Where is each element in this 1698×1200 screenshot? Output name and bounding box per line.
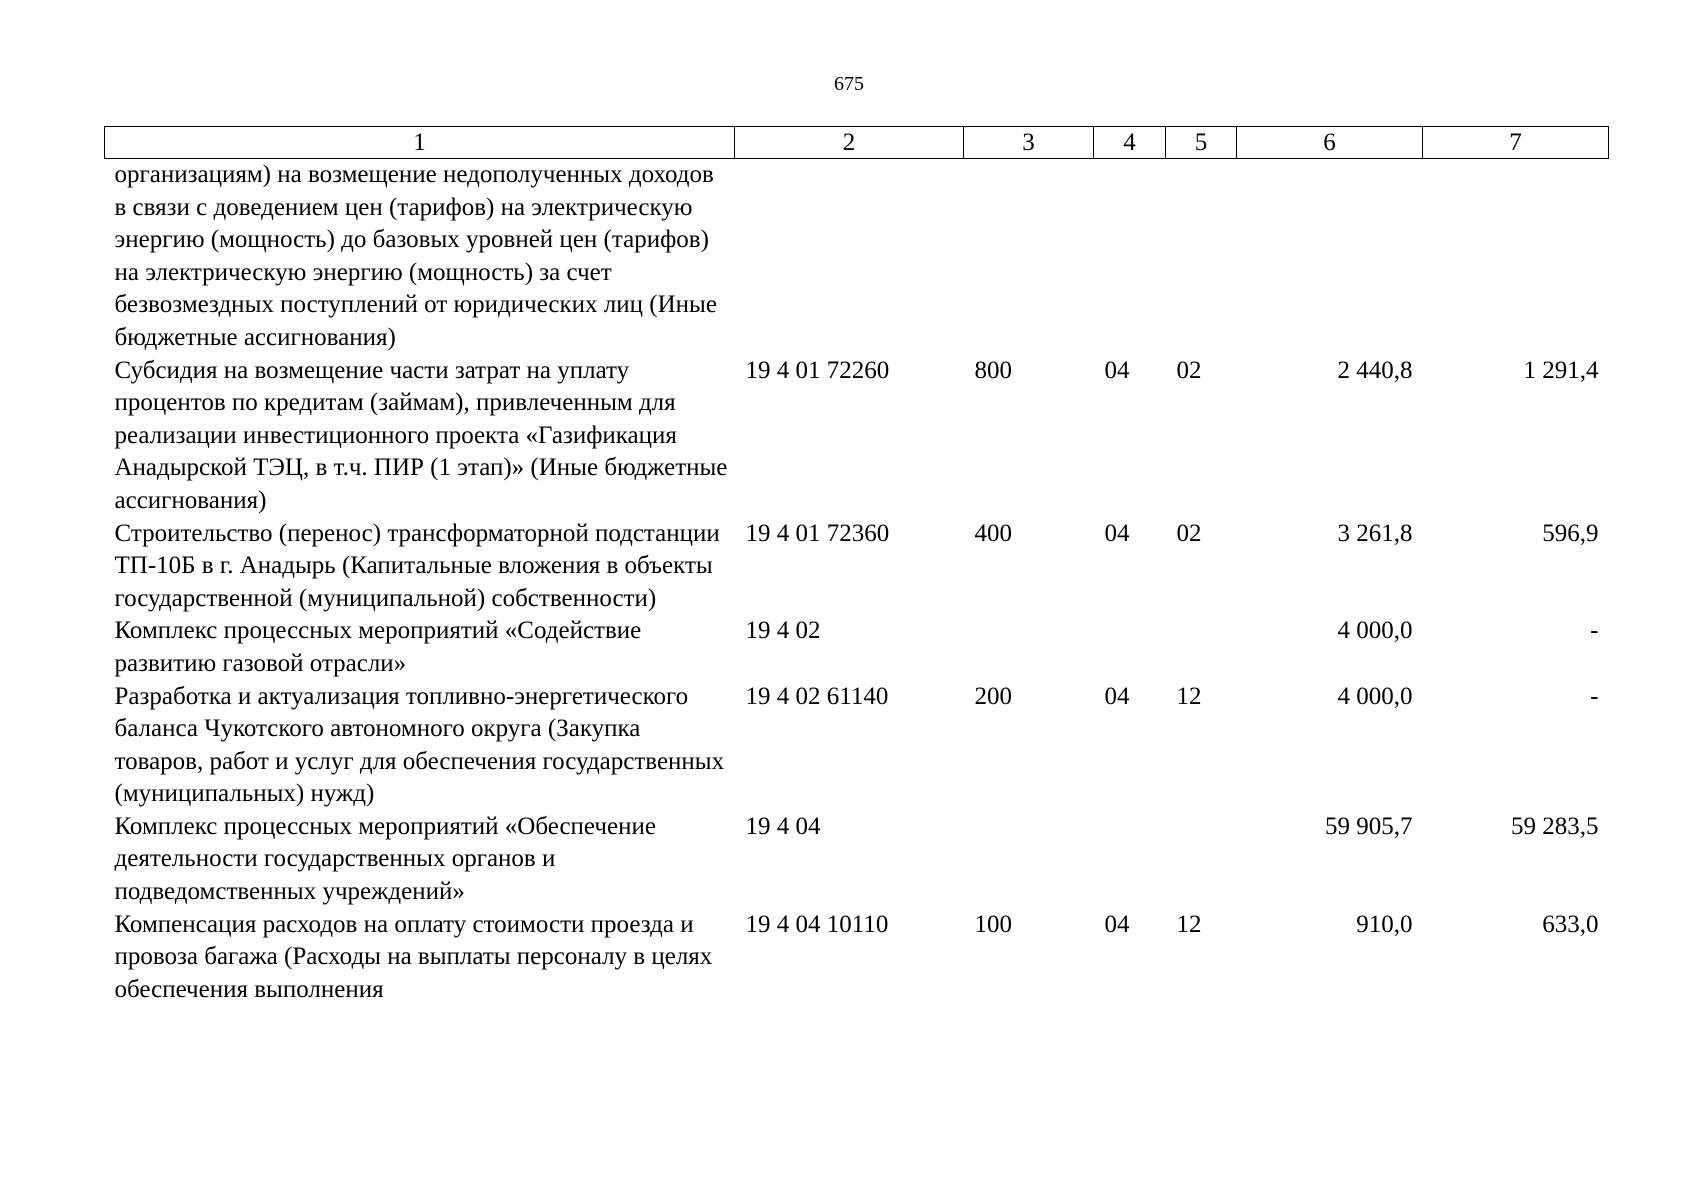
row-subsection [1166,811,1237,909]
row-section [1094,159,1166,355]
row-subsection: 02 [1176,519,1202,547]
row-name: Субсидия на возмещение части затрат на уплату процентов по кредитам (займам), привлеченным для реализации инвестиционного проекта «Газификация Анадырской ТЭЦ, в т.ч. ПИР (1 этап)» (Иные бюджетные ассигнования) [114,356,728,514]
row-name: организациям) на возмещение недополученных доходов в связи с доведением цен (тарифов) на электрическую энергию (мощность) до базовых уровней цен (тарифов) на электрическую энергию (мощность) за счет безвозмездных поступлений от юридических лиц (Иные бюджетные ассигнования) [114,161,717,351]
row-amount-2 [1423,159,1609,355]
row-amount-2: 596,9 [1542,519,1599,547]
table-row [105,681,1609,811]
header-row [105,127,1609,159]
column-header-6: 6 [1237,127,1423,159]
row-code: 19 4 01 72260 [745,356,890,384]
table-row [105,909,1609,1007]
row-name: Комплекс процессных мероприятий «Содействие развитию газовой отрасли» [114,617,642,677]
column-header-3: 3 [964,127,1094,159]
column-header-1: 1 [105,127,735,159]
budget-table [104,126,1609,1006]
row-section: 04 [1104,519,1130,547]
table-row [105,615,1609,680]
row-section [1094,811,1166,909]
page-number: 675 [834,73,864,95]
row-code: 19 4 04 [745,812,821,840]
row-name: Строительство (перенос) трансформаторной подстанции ТП-10Б в г. Анадырь (Капитальные вложения в объекты государственной (муниципальной) собственности) [114,519,720,612]
row-amount-1: 59 905,7 [1325,812,1413,840]
row-amount-2: 1 291,4 [1523,356,1599,384]
row-expense-type: 800 [974,356,1012,384]
row-amount-1 [1237,159,1423,355]
row-subsection [1166,159,1237,355]
row-subsection: 02 [1176,356,1202,384]
row-expense-type [964,615,1094,680]
row-code: 19 4 01 72360 [745,519,890,547]
row-name: Компенсация расходов на оплату стоимости проезда и провоза багажа (Расходы на выплаты персоналу в целях обеспечения выполнения [114,910,713,1003]
row-section [1094,615,1166,680]
row-amount-2: 59 283,5 [1511,812,1599,840]
row-amount-1: 4 000,0 [1337,682,1413,710]
row-amount-1: 2 440,8 [1337,356,1413,384]
column-header-7: 7 [1423,127,1609,159]
row-subsection: 12 [1176,910,1202,938]
row-expense-type [964,159,1094,355]
row-code: 19 4 02 61140 [745,682,889,710]
row-expense-type: 200 [974,682,1012,710]
row-name: Разработка и актуализация топливно-энергетического баланса Чукотского автономного округа (Закупка товаров, работ и услуг для обеспечения государственных (муниципальных) нужд) [114,682,725,808]
row-expense-type: 400 [974,519,1012,547]
row-amount-2: - [1590,682,1599,710]
row-amount-1: 3 261,8 [1337,519,1413,547]
row-name: Комплекс процессных мероприятий «Обеспечение деятельности государственных органов и подведомственных учреждений» [114,812,656,906]
column-header-4: 4 [1094,127,1166,159]
row-code: 19 4 04 10110 [745,910,889,938]
row-expense-type [964,811,1094,909]
row-amount-2: 633,0 [1542,910,1599,938]
row-amount-1: 4 000,0 [1337,617,1413,645]
row-section: 04 [1104,356,1130,384]
table-row [105,518,1609,616]
row-amount-1: 910,0 [1356,910,1413,938]
table-row [105,811,1609,909]
column-header-5: 5 [1166,127,1237,159]
row-subsection: 12 [1176,682,1202,710]
column-header-2: 2 [735,127,964,159]
row-section: 04 [1104,682,1130,710]
row-subsection [1166,615,1237,680]
row-code: 19 4 02 [745,617,821,645]
row-code [735,159,964,355]
row-section: 04 [1104,910,1130,938]
row-amount-2: - [1590,617,1599,645]
table-row [105,355,1609,518]
row-expense-type: 100 [974,910,1012,938]
table-row [105,159,1609,355]
